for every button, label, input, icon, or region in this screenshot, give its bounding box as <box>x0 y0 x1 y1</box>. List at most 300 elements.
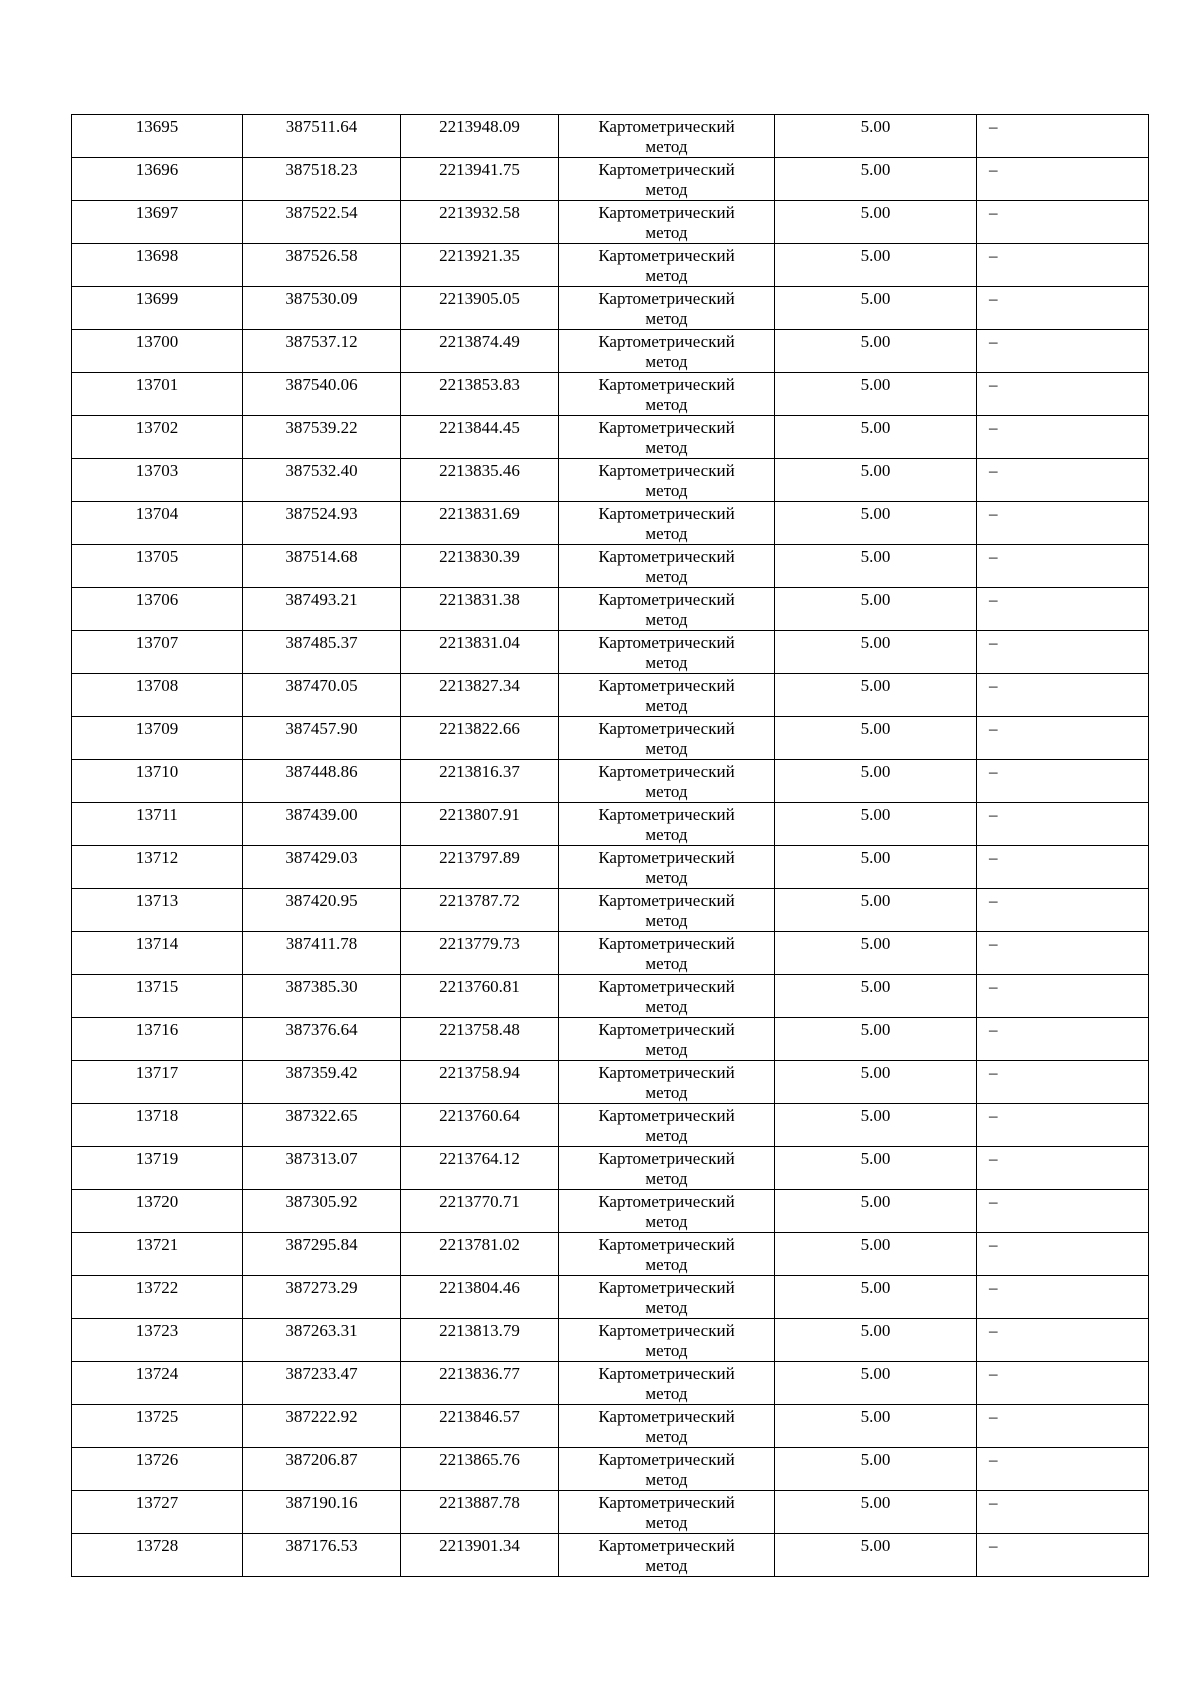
method-cell <box>559 631 775 674</box>
note-cell-text: – <box>989 332 998 351</box>
point-number-cell-text: 13707 <box>135 633 179 652</box>
accuracy-cell <box>775 201 977 244</box>
y-coordinate-cell-text: 2213779.73 <box>439 934 520 953</box>
point-number-cell <box>72 1362 243 1405</box>
point-number-cell-text: 13709 <box>135 719 179 738</box>
note-cell-text: – <box>989 848 998 867</box>
accuracy-cell-text: 5.00 <box>860 1063 891 1082</box>
x-coordinate-cell <box>243 1448 401 1491</box>
note-cell <box>977 846 1149 889</box>
y-coordinate-cell <box>401 1233 559 1276</box>
point-number-cell-text: 13703 <box>135 461 179 480</box>
note-cell <box>977 932 1149 975</box>
y-coordinate-cell <box>401 201 559 244</box>
method-cell-text <box>559 1362 774 1404</box>
y-coordinate-cell <box>401 459 559 502</box>
method-cell-text <box>559 373 774 415</box>
method-line-2: метод <box>645 524 688 543</box>
note-cell <box>977 1233 1149 1276</box>
y-coordinate-cell-text: 2213846.57 <box>439 1407 520 1426</box>
y-coordinate-cell-text: 2213797.89 <box>439 848 520 867</box>
x-coordinate-cell-text: 387222.92 <box>285 1407 358 1426</box>
method-line-1: Картометрический <box>598 289 735 308</box>
method-line-1: Картометрический <box>598 246 735 265</box>
x-coordinate-cell-text: 387537.12 <box>285 332 358 351</box>
note-cell-text: – <box>989 504 998 523</box>
method-cell-text <box>559 674 774 716</box>
point-number-cell-text: 13718 <box>135 1106 179 1125</box>
y-coordinate-cell-text: 2213853.83 <box>439 375 520 394</box>
point-number-cell <box>72 1534 243 1577</box>
accuracy-cell-text: 5.00 <box>860 332 891 351</box>
point-number-cell <box>72 803 243 846</box>
point-number-cell <box>72 1491 243 1534</box>
note-cell <box>977 330 1149 373</box>
note-cell-text: – <box>989 246 998 265</box>
x-coordinate-cell-text: 387359.42 <box>285 1063 358 1082</box>
x-coordinate-cell <box>243 502 401 545</box>
method-line-2: метод <box>645 1556 688 1575</box>
x-coordinate-cell <box>243 1276 401 1319</box>
method-line-2: метод <box>645 266 688 285</box>
y-coordinate-cell-text: 2213770.71 <box>439 1192 520 1211</box>
y-coordinate-cell <box>401 158 559 201</box>
x-coordinate-cell-text: 387514.68 <box>285 547 358 566</box>
accuracy-cell-text: 5.00 <box>860 117 891 136</box>
accuracy-cell <box>775 1319 977 1362</box>
accuracy-cell-text: 5.00 <box>860 848 891 867</box>
note-cell <box>977 975 1149 1018</box>
method-line-1: Картометрический <box>598 1278 735 1297</box>
x-coordinate-cell-text: 387295.84 <box>285 1235 358 1254</box>
point-number-cell-text: 13717 <box>135 1063 179 1082</box>
note-cell-text: – <box>989 762 998 781</box>
note-cell-text: – <box>989 461 998 480</box>
x-coordinate-cell <box>243 1104 401 1147</box>
method-cell <box>559 1405 775 1448</box>
y-coordinate-cell-text: 2213760.64 <box>439 1106 520 1125</box>
accuracy-cell <box>775 244 977 287</box>
table-row <box>72 244 1149 287</box>
point-number-cell <box>72 631 243 674</box>
accuracy-cell-text: 5.00 <box>860 1106 891 1125</box>
note-cell <box>977 1276 1149 1319</box>
method-line-1: Картометрический <box>598 1321 735 1340</box>
method-cell-text <box>559 1190 774 1232</box>
y-coordinate-cell <box>401 846 559 889</box>
table-row <box>72 846 1149 889</box>
method-line-1: Картометрический <box>598 375 735 394</box>
note-cell <box>977 1491 1149 1534</box>
method-line-1: Картометрический <box>598 117 735 136</box>
note-cell-text: – <box>989 1063 998 1082</box>
method-cell <box>559 416 775 459</box>
accuracy-cell-text: 5.00 <box>860 203 891 222</box>
y-coordinate-cell <box>401 545 559 588</box>
y-coordinate-cell-text: 2213836.77 <box>439 1364 520 1383</box>
point-number-cell <box>72 287 243 330</box>
method-line-2: метод <box>645 911 688 930</box>
x-coordinate-cell <box>243 975 401 1018</box>
note-cell <box>977 1448 1149 1491</box>
point-number-cell <box>72 201 243 244</box>
method-cell-text <box>559 502 774 544</box>
y-coordinate-cell <box>401 932 559 975</box>
method-cell <box>559 803 775 846</box>
method-line-2: метод <box>645 1384 688 1403</box>
note-cell-text: – <box>989 547 998 566</box>
note-cell-text: – <box>989 1407 998 1426</box>
y-coordinate-cell <box>401 287 559 330</box>
y-coordinate-cell-text: 2213807.91 <box>439 805 520 824</box>
accuracy-cell-text: 5.00 <box>860 805 891 824</box>
point-number-cell-text: 13722 <box>135 1278 179 1297</box>
method-cell-text <box>559 1405 774 1447</box>
method-cell <box>559 1319 775 1362</box>
table-row <box>72 1319 1149 1362</box>
method-line-2: метод <box>645 1083 688 1102</box>
x-coordinate-cell-text: 387385.30 <box>285 977 358 996</box>
note-cell <box>977 889 1149 932</box>
point-number-cell <box>72 1104 243 1147</box>
accuracy-cell-text: 5.00 <box>860 1321 891 1340</box>
method-line-1: Картометрический <box>598 1235 735 1254</box>
method-cell-text <box>559 545 774 587</box>
accuracy-cell <box>775 545 977 588</box>
table-row <box>72 158 1149 201</box>
y-coordinate-cell-text: 2213830.39 <box>439 547 520 566</box>
method-line-1: Картометрический <box>598 1493 735 1512</box>
note-cell-text: – <box>989 1020 998 1039</box>
x-coordinate-cell <box>243 1061 401 1104</box>
point-number-cell <box>72 674 243 717</box>
method-cell-text <box>559 158 774 200</box>
accuracy-cell <box>775 373 977 416</box>
method-line-1: Картометрический <box>598 1020 735 1039</box>
y-coordinate-cell <box>401 803 559 846</box>
method-line-2: метод <box>645 1513 688 1532</box>
accuracy-cell <box>775 803 977 846</box>
note-cell <box>977 1405 1149 1448</box>
accuracy-cell-text: 5.00 <box>860 547 891 566</box>
accuracy-cell <box>775 1491 977 1534</box>
x-coordinate-cell <box>243 889 401 932</box>
method-line-1: Картометрический <box>598 719 735 738</box>
method-line-1: Картометрический <box>598 805 735 824</box>
note-cell-text: – <box>989 1321 998 1340</box>
table-row <box>72 459 1149 502</box>
table-row <box>72 674 1149 717</box>
point-number-cell-text: 13715 <box>135 977 179 996</box>
accuracy-cell <box>775 1448 977 1491</box>
y-coordinate-cell <box>401 502 559 545</box>
method-line-1: Картометрический <box>598 891 735 910</box>
method-cell-text <box>559 803 774 845</box>
table-row <box>72 1147 1149 1190</box>
x-coordinate-cell <box>243 674 401 717</box>
accuracy-cell-text: 5.00 <box>860 160 891 179</box>
y-coordinate-cell-text: 2213781.02 <box>439 1235 520 1254</box>
table-row <box>72 201 1149 244</box>
accuracy-cell <box>775 1362 977 1405</box>
x-coordinate-cell <box>243 1491 401 1534</box>
point-number-cell <box>72 717 243 760</box>
point-number-cell <box>72 416 243 459</box>
method-cell-text <box>559 717 774 759</box>
point-number-cell-text: 13713 <box>135 891 179 910</box>
x-coordinate-cell <box>243 201 401 244</box>
accuracy-cell-text: 5.00 <box>860 418 891 437</box>
point-number-cell-text: 13725 <box>135 1407 179 1426</box>
accuracy-cell <box>775 932 977 975</box>
method-cell-text <box>559 760 774 802</box>
table-row <box>72 1190 1149 1233</box>
point-number-cell <box>72 244 243 287</box>
table-row <box>72 1534 1149 1577</box>
method-line-2: метод <box>645 653 688 672</box>
point-number-cell <box>72 1276 243 1319</box>
method-line-2: метод <box>645 223 688 242</box>
method-cell-text <box>559 889 774 931</box>
method-line-2: метод <box>645 868 688 887</box>
note-cell-text: – <box>989 375 998 394</box>
method-line-2: метод <box>645 180 688 199</box>
method-line-1: Картометрический <box>598 332 735 351</box>
note-cell <box>977 287 1149 330</box>
method-line-2: метод <box>645 997 688 1016</box>
y-coordinate-cell <box>401 115 559 158</box>
point-number-cell-text: 13727 <box>135 1493 179 1512</box>
method-cell-text <box>559 330 774 372</box>
y-coordinate-cell-text: 2213758.94 <box>439 1063 520 1082</box>
note-cell-text: – <box>989 160 998 179</box>
note-cell <box>977 1104 1149 1147</box>
y-coordinate-cell <box>401 674 559 717</box>
y-coordinate-cell-text: 2213835.46 <box>439 461 520 480</box>
accuracy-cell <box>775 459 977 502</box>
accuracy-cell-text: 5.00 <box>860 1450 891 1469</box>
method-line-2: метод <box>645 1470 688 1489</box>
x-coordinate-cell-text: 387263.31 <box>285 1321 358 1340</box>
method-line-2: метод <box>645 137 688 156</box>
y-coordinate-cell-text: 2213822.66 <box>439 719 520 738</box>
point-number-cell <box>72 545 243 588</box>
method-cell <box>559 760 775 803</box>
method-line-1: Картометрический <box>598 633 735 652</box>
method-cell <box>559 502 775 545</box>
x-coordinate-cell-text: 387485.37 <box>285 633 358 652</box>
method-line-2: метод <box>645 1169 688 1188</box>
x-coordinate-cell-text: 387470.05 <box>285 676 358 695</box>
x-coordinate-cell-text: 387532.40 <box>285 461 358 480</box>
method-cell <box>559 889 775 932</box>
accuracy-cell <box>775 330 977 373</box>
accuracy-cell <box>775 674 977 717</box>
point-number-cell <box>72 1405 243 1448</box>
accuracy-cell <box>775 631 977 674</box>
accuracy-cell-text: 5.00 <box>860 1364 891 1383</box>
table-row <box>72 1448 1149 1491</box>
point-number-cell <box>72 459 243 502</box>
method-cell-text <box>559 1147 774 1189</box>
method-line-2: метод <box>645 610 688 629</box>
x-coordinate-cell <box>243 631 401 674</box>
method-cell-text <box>559 1491 774 1533</box>
x-coordinate-cell-text: 387176.53 <box>285 1536 358 1555</box>
method-line-1: Картометрический <box>598 160 735 179</box>
method-line-1: Картометрический <box>598 461 735 480</box>
note-cell-text: – <box>989 418 998 437</box>
point-number-cell-text: 13698 <box>135 246 179 265</box>
point-number-cell <box>72 760 243 803</box>
note-cell <box>977 631 1149 674</box>
y-coordinate-cell <box>401 760 559 803</box>
accuracy-cell <box>775 1190 977 1233</box>
method-line-1: Картометрический <box>598 504 735 523</box>
method-cell <box>559 1276 775 1319</box>
point-number-cell <box>72 158 243 201</box>
point-number-cell <box>72 1190 243 1233</box>
method-line-2: метод <box>645 1126 688 1145</box>
point-number-cell-text: 13719 <box>135 1149 179 1168</box>
x-coordinate-cell <box>243 803 401 846</box>
accuracy-cell-text: 5.00 <box>860 1149 891 1168</box>
method-cell <box>559 1190 775 1233</box>
method-cell <box>559 846 775 889</box>
table-row <box>72 889 1149 932</box>
method-cell-text <box>559 459 774 501</box>
y-coordinate-cell <box>401 1104 559 1147</box>
method-cell <box>559 459 775 502</box>
accuracy-cell <box>775 1276 977 1319</box>
y-coordinate-cell <box>401 244 559 287</box>
y-coordinate-cell-text: 2213831.04 <box>439 633 520 652</box>
accuracy-cell-text: 5.00 <box>860 1407 891 1426</box>
accuracy-cell <box>775 889 977 932</box>
x-coordinate-cell-text: 387448.86 <box>285 762 358 781</box>
accuracy-cell-text: 5.00 <box>860 289 891 308</box>
note-cell <box>977 760 1149 803</box>
x-coordinate-cell-text: 387420.95 <box>285 891 358 910</box>
accuracy-cell <box>775 416 977 459</box>
method-line-1: Картометрический <box>598 1106 735 1125</box>
note-cell <box>977 502 1149 545</box>
point-number-cell <box>72 1018 243 1061</box>
point-number-cell-text: 13714 <box>135 934 179 953</box>
y-coordinate-cell <box>401 588 559 631</box>
method-cell <box>559 201 775 244</box>
method-cell-text <box>559 1448 774 1490</box>
accuracy-cell-text: 5.00 <box>860 1235 891 1254</box>
method-cell <box>559 588 775 631</box>
table-row <box>72 373 1149 416</box>
point-number-cell <box>72 846 243 889</box>
x-coordinate-cell <box>243 1190 401 1233</box>
y-coordinate-cell-text: 2213831.69 <box>439 504 520 523</box>
point-number-cell <box>72 502 243 545</box>
x-coordinate-cell <box>243 158 401 201</box>
point-number-cell <box>72 975 243 1018</box>
note-cell-text: – <box>989 891 998 910</box>
coordinates-table <box>71 114 1149 1577</box>
accuracy-cell-text: 5.00 <box>860 1536 891 1555</box>
coordinates-table-body <box>72 115 1149 1577</box>
point-number-cell <box>72 1233 243 1276</box>
accuracy-cell <box>775 588 977 631</box>
method-cell-text <box>559 115 774 157</box>
y-coordinate-cell-text: 2213887.78 <box>439 1493 520 1512</box>
method-line-1: Картометрический <box>598 934 735 953</box>
y-coordinate-cell <box>401 1147 559 1190</box>
accuracy-cell <box>775 1405 977 1448</box>
point-number-cell-text: 13716 <box>135 1020 179 1039</box>
method-line-2: метод <box>645 438 688 457</box>
x-coordinate-cell-text: 387273.29 <box>285 1278 358 1297</box>
y-coordinate-cell-text: 2213921.35 <box>439 246 520 265</box>
accuracy-cell-text: 5.00 <box>860 977 891 996</box>
point-number-cell-text: 13721 <box>135 1235 179 1254</box>
y-coordinate-cell-text: 2213816.37 <box>439 762 520 781</box>
x-coordinate-cell <box>243 1018 401 1061</box>
x-coordinate-cell <box>243 459 401 502</box>
note-cell-text: – <box>989 1149 998 1168</box>
table-row <box>72 416 1149 459</box>
point-number-cell <box>72 1448 243 1491</box>
method-line-2: метод <box>645 1255 688 1274</box>
x-coordinate-cell <box>243 846 401 889</box>
method-line-2: метод <box>645 567 688 586</box>
accuracy-cell <box>775 287 977 330</box>
method-cell-text <box>559 1319 774 1361</box>
x-coordinate-cell <box>243 373 401 416</box>
point-number-cell-text: 13706 <box>135 590 179 609</box>
note-cell-text: – <box>989 1364 998 1383</box>
point-number-cell <box>72 115 243 158</box>
x-coordinate-cell <box>243 416 401 459</box>
note-cell-text: – <box>989 1536 998 1555</box>
method-cell <box>559 674 775 717</box>
method-cell-text <box>559 287 774 329</box>
method-cell-text <box>559 1534 774 1576</box>
method-cell <box>559 115 775 158</box>
point-number-cell-text: 13705 <box>135 547 179 566</box>
method-cell-text <box>559 244 774 286</box>
note-cell-text: – <box>989 203 998 222</box>
y-coordinate-cell-text: 2213804.46 <box>439 1278 520 1297</box>
method-cell <box>559 717 775 760</box>
x-coordinate-cell <box>243 717 401 760</box>
y-coordinate-cell <box>401 1061 559 1104</box>
method-cell <box>559 1491 775 1534</box>
y-coordinate-cell <box>401 1491 559 1534</box>
method-cell <box>559 330 775 373</box>
accuracy-cell <box>775 115 977 158</box>
x-coordinate-cell-text: 387376.64 <box>285 1020 358 1039</box>
accuracy-cell-text: 5.00 <box>860 375 891 394</box>
point-number-cell <box>72 889 243 932</box>
y-coordinate-cell-text: 2213760.81 <box>439 977 520 996</box>
x-coordinate-cell-text: 387439.00 <box>285 805 358 824</box>
table-row <box>72 1104 1149 1147</box>
table-row <box>72 1233 1149 1276</box>
table-row <box>72 287 1149 330</box>
table-row <box>72 115 1149 158</box>
method-line-1: Картометрический <box>598 418 735 437</box>
y-coordinate-cell <box>401 1362 559 1405</box>
accuracy-cell <box>775 1534 977 1577</box>
table-row <box>72 1491 1149 1534</box>
point-number-cell <box>72 1061 243 1104</box>
